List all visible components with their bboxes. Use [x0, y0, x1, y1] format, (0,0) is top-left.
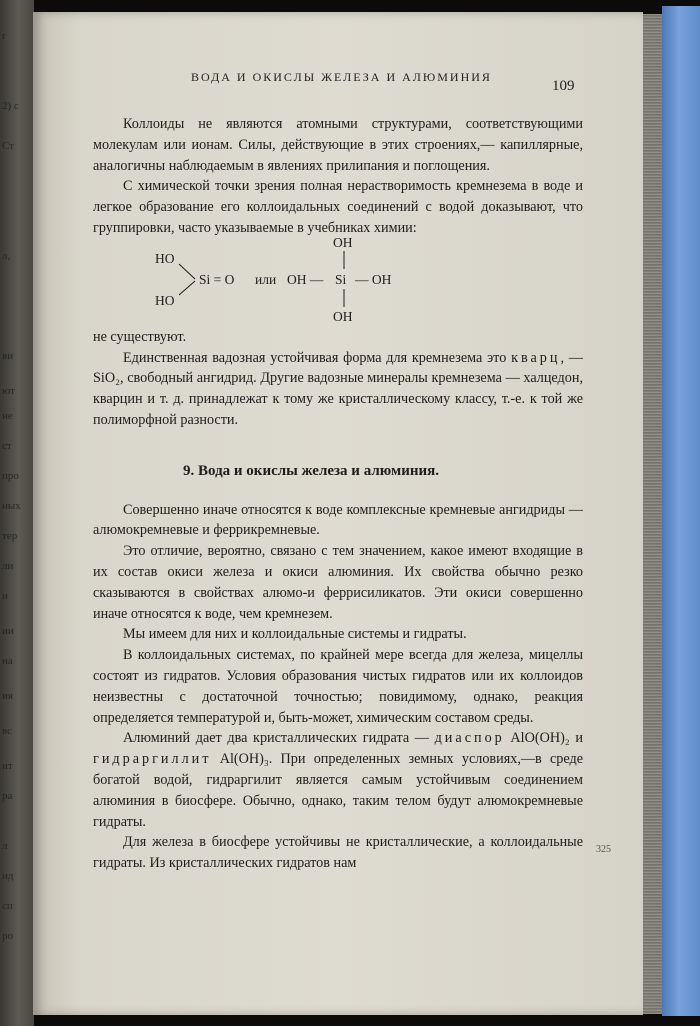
- formula-ho-top: HO: [155, 250, 175, 266]
- text-run: , — SiO₂, свободный ангидрид. Другие вадозные минералы кремнезема — халцедон, кварцин и т. д. принадлежат к тому же кристаллическому классу, т.-е. к той же полиморфной разности.: [93, 349, 583, 428]
- book-cover: [662, 6, 700, 1016]
- left-page-fragment: Ст: [2, 140, 14, 152]
- formula-si-o: Si = O: [199, 271, 235, 287]
- formula-oh-right: — OH: [355, 271, 392, 287]
- paragraph-aluminium: [93, 728, 583, 832]
- left-page-fragment: сп: [2, 900, 13, 912]
- spaced-term: кварц: [511, 349, 561, 366]
- section-heading: 9. Вода и окислы железа и алюминия.: [183, 462, 440, 479]
- paragraph: Для железа в биосфере устойчивы не кристаллические, а коллоидальные гидраты. Из кристаллических гидратов нам: [93, 834, 583, 872]
- paragraph: Это отличие, вероятно, связано с тем значением, какое имеют входящие в их состав окиси железа и окиси алюминия. Их свойства обычно резко сказываются в свойствах алюмо-и феррисиликатов. Эти окиси совершенно иначе относятся к воде, чем кремнезем.: [93, 543, 583, 622]
- book-page: [33, 12, 643, 1015]
- paragraph: С химической точки зрения полная нерастворимость кремнезема в воде и легкое образование его коллоидальных соединений с водой доказывают, что группировки, часто указываемые в учебниках химии:: [93, 178, 583, 236]
- text-column: [93, 114, 583, 874]
- left-page-fragment: л,: [2, 250, 11, 262]
- formula-ho-bottom: HO: [155, 292, 175, 308]
- left-page-fragment: ви: [2, 350, 14, 362]
- paragraph: В коллоидальных системах, по крайней мере всегда для железа, мицеллы состоят из гидратов. Условия образования чистых гидратов или их коллоидов неизвестны с достаточной точностью; повидимому, однако, реакция определяется температурой и, быть-может, химическим составом среды.: [93, 647, 583, 726]
- left-page-fragment: ли: [2, 560, 14, 572]
- formula-oh-left: OH —: [287, 271, 324, 287]
- left-page-fragment: на: [2, 655, 13, 667]
- left-page-fragment: ют: [2, 385, 15, 397]
- chemical-formula: [93, 234, 583, 327]
- left-page-fragment: ных: [2, 500, 21, 512]
- left-page-fragment: л: [2, 840, 8, 852]
- paragraph: не существуют.: [93, 328, 187, 345]
- left-page-fragment: ит: [2, 760, 13, 772]
- paragraph: Мы имеем для них и коллоидальные системы и гидраты.: [123, 626, 467, 643]
- left-page-fragment: про: [2, 470, 19, 482]
- left-page-fragment: ид: [2, 870, 14, 882]
- text-run: Единственная вадозная устойчивая форма для кремнезема это: [123, 349, 512, 366]
- paragraph: Совершенно иначе относятся к воде комплексные кремневые ангидриды — алюмокремневые и феррикремневые.: [93, 501, 583, 539]
- formula-si: Si: [335, 271, 347, 287]
- formula-oh-bottom: OH: [333, 308, 353, 324]
- paragraph-quartz: [93, 348, 583, 431]
- spaced-term: гидраргиллит: [93, 751, 212, 768]
- left-page-fragment: ия: [2, 690, 13, 702]
- left-page-fragment: не: [2, 410, 13, 422]
- formula-bonds-vertical: [341, 249, 347, 309]
- left-page-fragment: и: [2, 590, 8, 602]
- paragraph: Коллоиды не являются атомными структурами, соответствующими молекулам или ионам. Силы, действующие в этих строениях,— капиллярные, аналогичны наблюдаемым в явлениях прилипания и поглощения.: [93, 116, 583, 174]
- formula-oh-top: OH: [333, 234, 353, 250]
- formula-or: или: [255, 271, 277, 287]
- left-page-edge: [0, 0, 34, 1026]
- formula-bonds-left: [177, 261, 199, 299]
- left-page-fragment: ст: [2, 440, 12, 452]
- left-page-fragment: тер: [2, 530, 18, 542]
- left-page-fragment: ии: [2, 625, 14, 637]
- running-head: ВОДА И ОКИСЛЫ ЖЕЛЕЗА И АЛЮМИНИЯ: [191, 70, 492, 84]
- text-run: Алюминий дает два кристаллических гидрата —: [123, 730, 435, 747]
- left-page-fragment: вс: [2, 725, 13, 737]
- text-run: Al(OH)₃. При определенных земных условиях,—в среде богатой водой, гидраргилит является самым устойчивым соединением алюминия в биосфере. Обычно, однако, таким телом будут алюмокремневые гидраты.: [93, 751, 583, 830]
- left-page-fragment: ро: [2, 930, 13, 942]
- text-run: AlO(OH)₂ и: [504, 730, 583, 747]
- page-number: 109: [552, 78, 575, 94]
- left-page-fragment: ра: [2, 790, 13, 802]
- left-page-fragment: r: [2, 30, 6, 42]
- left-page-fragment: 2) с: [2, 100, 19, 112]
- spaced-term: диаспор: [434, 730, 505, 747]
- margin-note: 325: [596, 844, 611, 855]
